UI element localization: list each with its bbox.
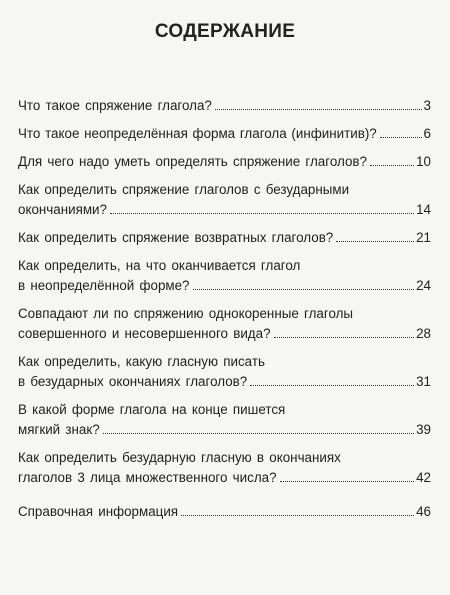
dot-leader bbox=[215, 109, 422, 110]
page-number: 10 bbox=[416, 154, 431, 169]
entry-title: мягкий знак? bbox=[18, 422, 100, 437]
toc-entry[interactable] bbox=[18, 502, 431, 522]
toc-entry[interactable] bbox=[18, 96, 431, 116]
entry-title-line: Совпадают ли по спряжению однокоренные глаголы bbox=[18, 306, 354, 321]
entry-title: совершенного и несовершенного вида? bbox=[18, 326, 271, 341]
entry-title: в неопределённой форме? bbox=[18, 278, 190, 293]
dot-leader bbox=[380, 137, 422, 138]
entry-title-line: Как определить, какую гласную писать bbox=[18, 354, 265, 369]
toc-entry[interactable] bbox=[18, 180, 431, 220]
dot-leader bbox=[193, 289, 415, 290]
dot-leader bbox=[280, 481, 415, 482]
page-number: 24 bbox=[416, 278, 431, 293]
page-number: 3 bbox=[423, 98, 431, 113]
entry-title: Справочная информация bbox=[18, 504, 179, 519]
page-number: 42 bbox=[416, 470, 431, 485]
dot-leader bbox=[181, 515, 414, 516]
toc-entry[interactable] bbox=[18, 152, 431, 172]
toc-entry[interactable] bbox=[18, 228, 431, 248]
entry-title-line: Как определить безударную гласную в окончаниях bbox=[18, 450, 341, 465]
page-title: СОДЕРЖАНИЕ bbox=[154, 21, 296, 42]
toc-entry[interactable] bbox=[18, 256, 431, 296]
toc-entry[interactable] bbox=[18, 304, 431, 344]
entry-title: окончаниями? bbox=[18, 202, 107, 217]
entry-title: Что такое спряжение глагола? bbox=[18, 98, 212, 113]
entry-title-line: В какой форме глагола на конце пишется bbox=[18, 402, 286, 417]
entry-title-line: Как определить спряжение глаголов с безударными bbox=[18, 182, 350, 197]
toc-entry[interactable] bbox=[18, 352, 431, 392]
toc-entry[interactable] bbox=[18, 400, 431, 440]
entry-title: в безударных окончаниях глаголов? bbox=[18, 374, 248, 389]
toc-entry[interactable] bbox=[18, 448, 431, 488]
page-number: 14 bbox=[416, 202, 431, 217]
dot-leader bbox=[336, 241, 414, 242]
entry-title: Как определить спряжение возвратных глаголов? bbox=[18, 230, 334, 245]
page-number: 28 bbox=[416, 326, 431, 341]
page-number: 46 bbox=[416, 504, 431, 519]
page-number: 39 bbox=[416, 422, 431, 437]
dot-leader bbox=[370, 165, 414, 166]
entry-title: глаголов 3 лица множественного числа? bbox=[18, 470, 277, 485]
table-of-contents bbox=[18, 96, 431, 530]
page-number: 31 bbox=[416, 374, 431, 389]
page-number: 6 bbox=[423, 126, 431, 141]
dot-leader bbox=[110, 213, 414, 214]
entry-title: Что такое неопределённая форма глагола (инфинитив)? bbox=[18, 126, 377, 141]
toc-entry[interactable] bbox=[18, 124, 431, 144]
page-number: 21 bbox=[416, 230, 431, 245]
entry-title-line: Как определить, на что оканчивается глагол bbox=[18, 258, 301, 273]
dot-leader bbox=[250, 385, 414, 386]
entry-title: Для чего надо уметь определять спряжение глаголов? bbox=[18, 154, 367, 169]
dot-leader bbox=[274, 337, 415, 338]
dot-leader bbox=[103, 433, 414, 434]
